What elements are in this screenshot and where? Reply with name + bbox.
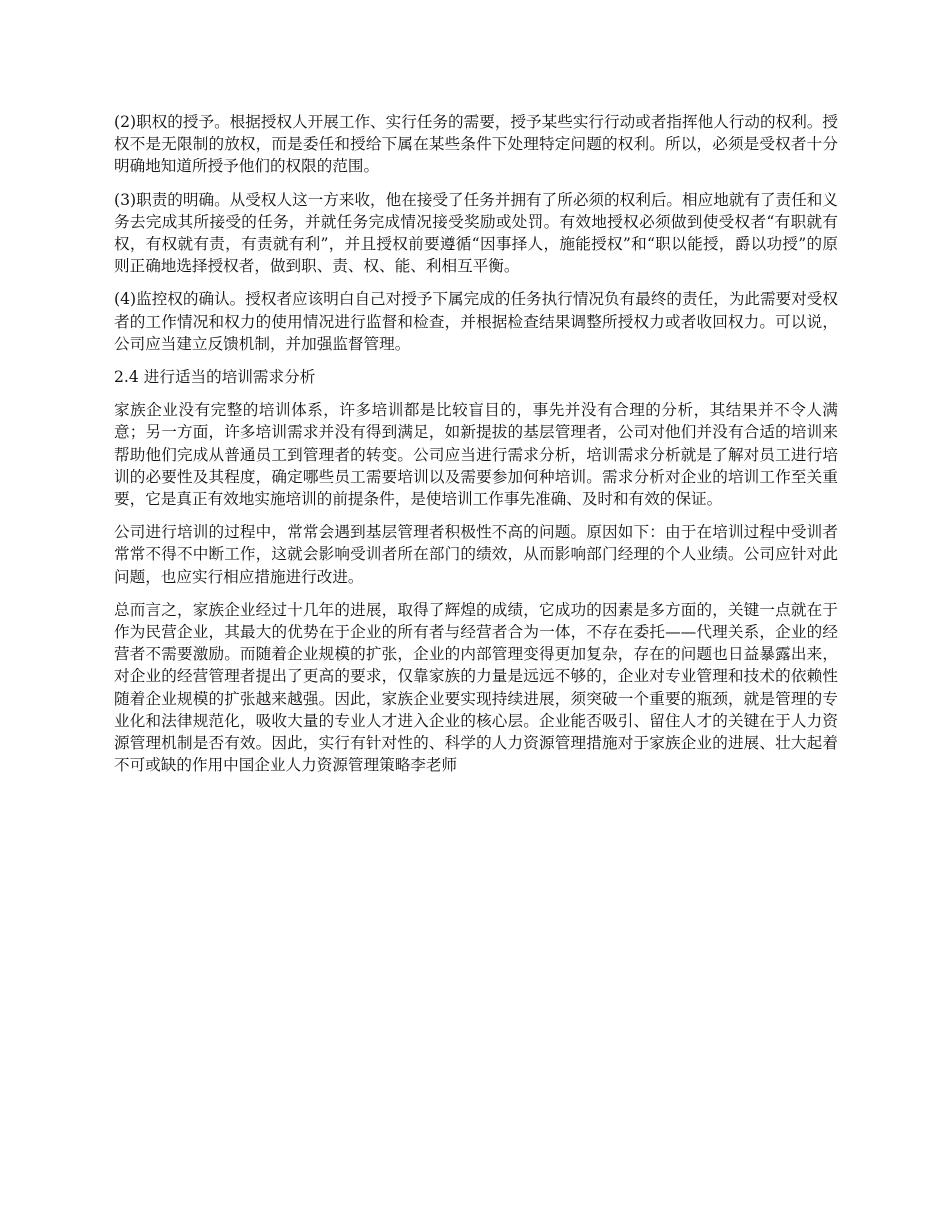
paragraph-responsibility: (3)职责的明确。从受权人这一方来收，他在接受了任务并拥有了所必须的权利后。相应地就有了责任和义务去完成其所接受的任务，并就任务完成情况接受奖励或处罚。有效地授权必须做到使受权者“有职就有权，有权就有责，有责就有利”，并且授权前要遵循“因事择人，施能授权”和“职以能授，爵以功授”的原则正确地选择授权者，做到职、责、权、能、利相互平衡。 <box>114 190 838 276</box>
paragraph-training-needs: 家族企业没有完整的培训体系，许多培训都是比较盲目的，事先并没有合理的分析，其结果并不令人满意；另一方面，许多培训需求并没有得到满足，如新提拔的基层管理者，公司对他们并没有合适的培训来帮助他们完成从普通员工到管理者的转变。公司应当进行需求分析，培训需求分析就是了解对员工进行培训的必要性及其程度，确定哪些员工需要培训以及需要参加何种培训。需求分析对企业的培训工作至关重要，它是真正有效地实施培训的前提条件，是使培训工作事先准确、及时和有效的保证。 <box>114 401 838 509</box>
paragraph-training-problems: 公司进行培训的过程中，常常会遇到基层管理者积极性不高的问题。原因如下：由于在培训过程中受训者常常不得不中断工作，这就会影响受训者所在部门的绩效，从而影响部门经理的个人业绩。公司应针对此问题，也应实行相应措施进行改进。 <box>114 523 838 586</box>
section-heading: 2.4 进行适当的培训需求分析 <box>114 368 316 387</box>
document-body <box>114 111 838 787</box>
paragraph-conclusion: 总而言之，家族企业经过十几年的进展，取得了辉煌的成绩，它成功的因素是多方面的，关键一点就在于作为民营企业，其最大的优势在于企业的所有者与经营者合为一体，不存在委托——代理关系，企业的经营者不需要激励。而随着企业规模的扩张，企业的内部管理变得更加复杂，存在的问题也日益暴露出来，对企业的经营管理者提出了更高的要求，仅靠家族的力量是远远不够的，企业对专业管理和技术的依赖性随着企业规模的扩张越来越强。因此，家族企业要实现持续进展，须突破一个重要的瓶颈，就是管理的专业化和法律规范化，吸收大量的专业人才进入企业的核心层。企业能否吸引、留住人才的关键在于人力资源管理机制是否有效。因此，实行有针对性的、科学的人力资源管理措施对于家族企业的进展、壮大起着不可或缺的作用中国企业人力资源管理策略李老师 <box>114 600 838 775</box>
paragraph-authority-grant: (2)职权的授予。根据授权人开展工作、实行任务的需要，授予某些实行行动或者指挥他人行动的权利。授权不是无限制的放权，而是委任和授给下属在某些条件下处理特定问题的权利。所以，必须是受权者十分明确地知道所授予他们的权限的范围。 <box>114 113 838 176</box>
paragraph-monitoring: (4)监控权的确认。授权者应该明白自己对授予下属完成的任务执行情况负有最终的责任，为此需要对受权者的工作情况和权力的使用情况进行监督和检查，并根据检查结果调整所授权力或者收回权力。可以说，公司应当建立反馈机制，并加强监督管理。 <box>114 290 838 353</box>
